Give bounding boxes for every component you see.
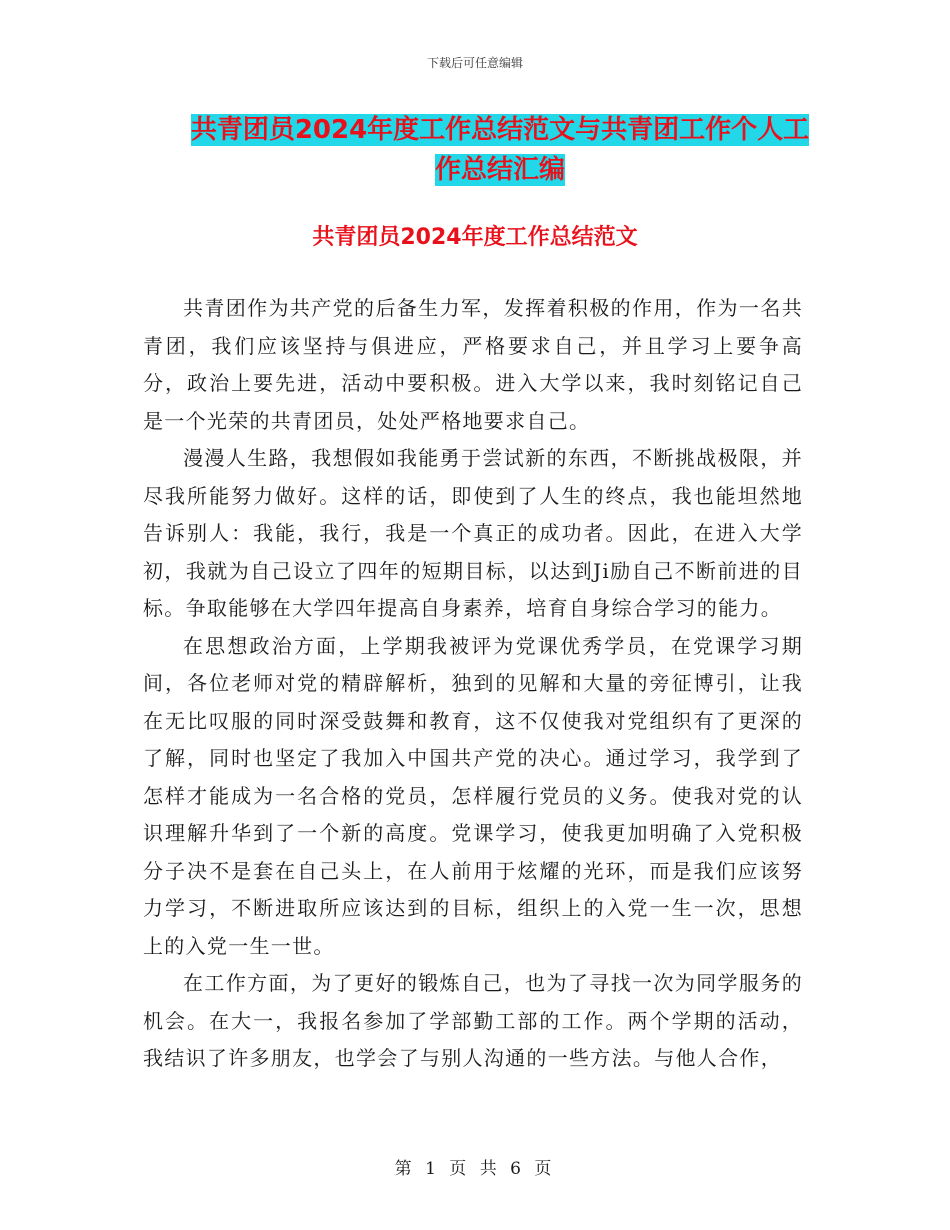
paragraph-2: 漫漫人生路，我想假如我能勇于尝试新的东西，不断挑战极限，并尽我所能努力做好。这样的话，即使到了人生的终点，我也能坦然地告诉别人：我能，我行，我是一个真正的成功者。因此，在进入大学初，我就为自己设立了四年的短期目标，以达到Ji励自己不断前进的目标。争取能够在大学四年提高自身素养，培育自身综合学习的能力。 [143, 446, 803, 620]
header-note: 下载后可任意编辑 [426, 56, 523, 70]
paragraph-1: 共青团作为共产党的后备生力军，发挥着积极的作用，作为一名共青团，我们应该坚持与俱进应，严格要求自己，并且学习上要争高分，政治上要先进，活动中要积极。进入大学以来，我时刻铭记自己是一个光荣的共青团员，处处严格地要求自己。 [143, 296, 803, 433]
body-text [143, 290, 803, 1078]
page-footer: 第 1 页 共 6 页 [394, 1159, 556, 1179]
document-title-line-1: 共青团员2024年度工作总结范文与共青团工作个人工 [190, 115, 810, 145]
document-title [140, 110, 860, 190]
document-title-line-2: 作总结汇编 [434, 155, 565, 185]
section-heading: 共青团员2024年度工作总结范文 [312, 225, 638, 250]
paragraph-4: 在工作方面，为了更好的锻炼自己，也为了寻找一次为同学服务的机会。在大一，我报名参加了学部勤工部的工作。两个学期的活动，我结识了许多朋友，也学会了与别人沟通的一些方法。与他人合作， [143, 971, 803, 1070]
paragraph-3: 在思想政治方面，上学期我被评为党课优秀学员，在党课学习期间，各位老师对党的精辟解析，独到的见解和大量的旁征博引，让我在无比叹服的同时深受鼓舞和教育，这不仅使我对党组织有了更深的了解，同时也坚定了我加入中国共产党的决心。通过学习，我学到了怎样才能成为一名合格的党员，怎样履行党员的义务。使我对党的认识理解升华到了一个新的高度。党课学习，使我更加明确了入党积极分子决不是套在自己头上，在人前用于炫耀的光环，而是我们应该努力学习，不断进取所应该达到的目标，组织上的入党一生一次，思想上的入党一生一世。 [143, 633, 803, 958]
